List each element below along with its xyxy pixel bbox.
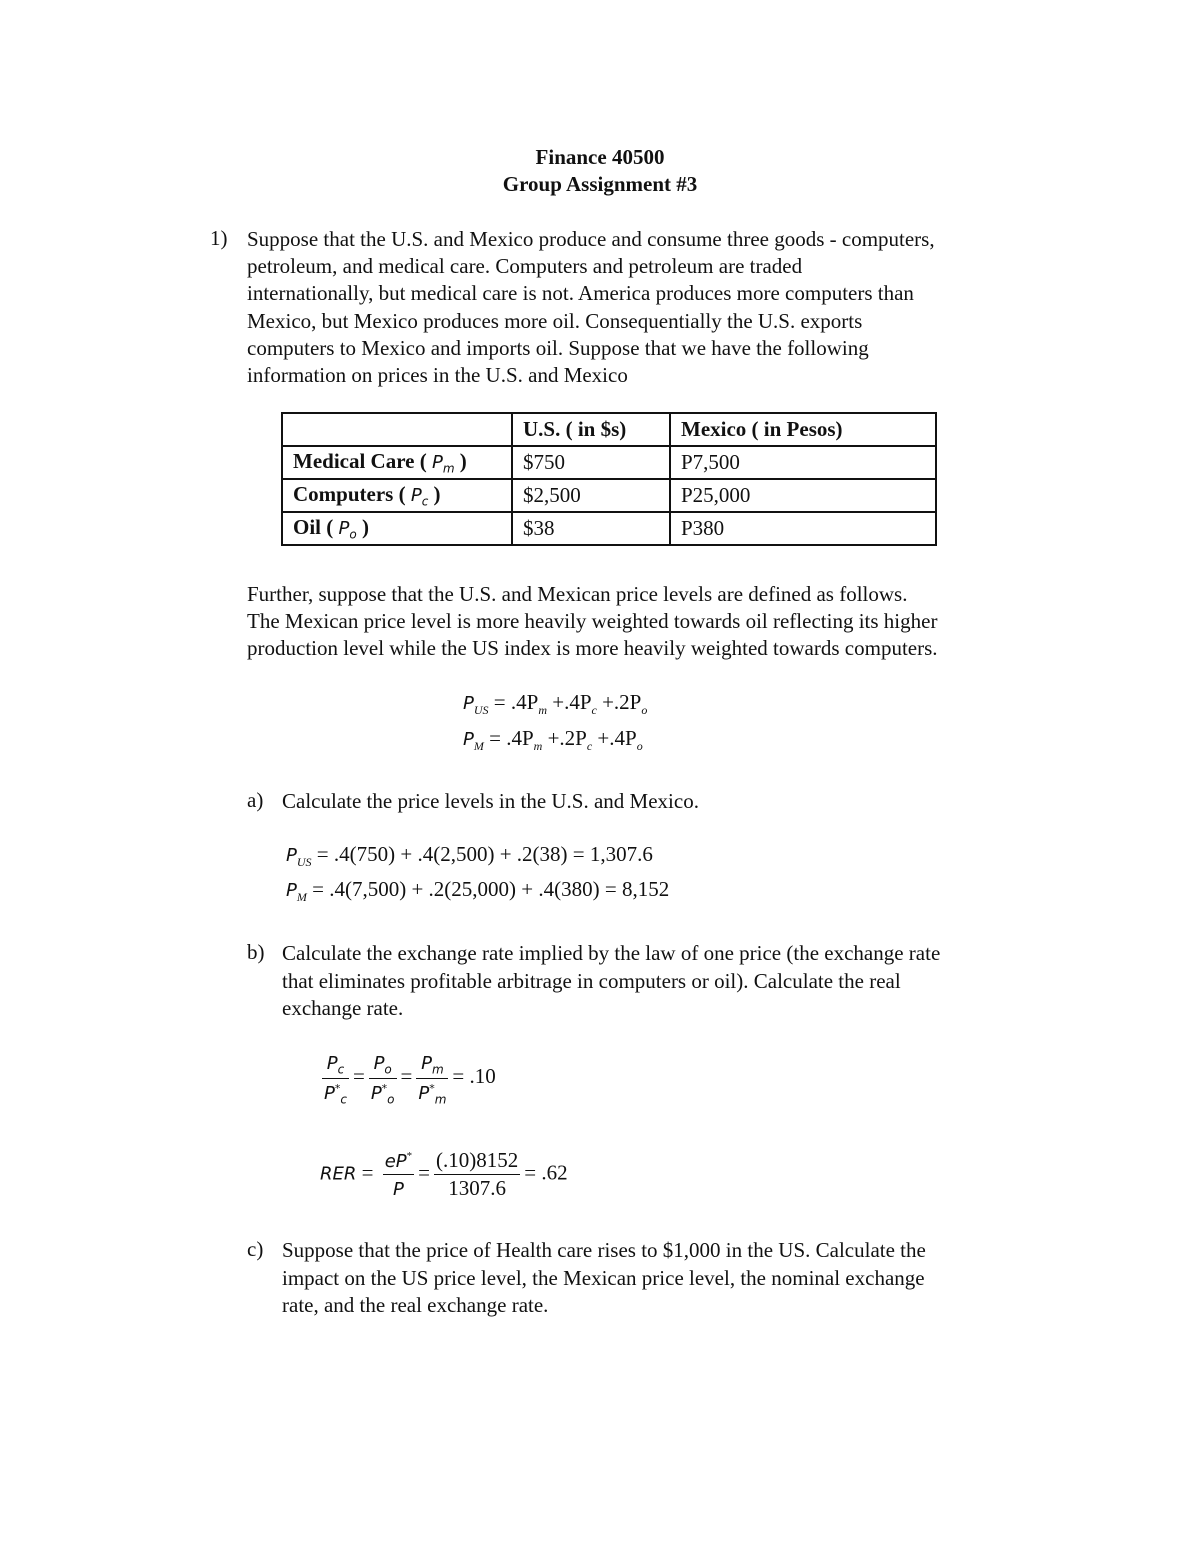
row-label: Medical Care ( $P_m$ ) [282, 446, 512, 479]
further-line: production level while the US index is more heavily weighted towards computers. [247, 636, 938, 661]
real-exchange-rate-equation: RER = $\frac{eP^*}{P}$ = $\frac{(.10)8152}{1307.6}$ = .62 [320, 1148, 568, 1200]
table-header-cell: U.S. ( in $s) [512, 413, 670, 446]
question-intro [247, 226, 1047, 389]
part-c-label: c) [247, 1237, 264, 1261]
mexico-price-level-answer: $P_M = .4(7,500) + .2(25,000) + .4(380) = 8,152$ [286, 877, 670, 905]
row-label: Oil ( $P_o$ ) [282, 512, 512, 545]
us-price-cell: $2,500 [512, 479, 670, 512]
part-a-question: Calculate the price levels in the U.S. and Mexico. [282, 789, 699, 813]
table-header-cell [282, 413, 512, 446]
us-price-level-answer: $P_{US} = .4(750) + .4(2,500) + .2(38) = 1,307.6$ [286, 842, 653, 870]
price-table [281, 412, 937, 546]
question-number: 1) [210, 226, 228, 250]
law-of-one-price-equation: $\frac{P_c}{P^*_c}$ = $\frac{P_o}{P^*_o}$ = $\frac{P_m}{P^*_m}$ = .10 [318, 1050, 496, 1106]
mexico-price-level-equation: $P_M = .4P_m +.2P_c +.4P_o$ [463, 726, 643, 754]
table-header-cell: Mexico ( in Pesos) [670, 413, 936, 446]
course-title: Finance 40500 [535, 145, 665, 169]
intro-line: Suppose that the U.S. and Mexico produce and consume three goods - computers, [247, 227, 935, 251]
table-header-row [282, 413, 936, 446]
part-b-line: exchange rate. [282, 996, 404, 1020]
table-row [282, 479, 936, 512]
part-b-question [282, 940, 940, 1023]
us-price-level-equation: $P_{US} = .4P_m +.4P_c +.2P_o$ [463, 690, 648, 718]
intro-line: petroleum, and medical care. Computers and petroleum are traded [247, 254, 803, 279]
row-label: Computers ( $P_c$ ) [282, 479, 512, 512]
us-price-cell: $750 [512, 446, 670, 479]
assignment-title: Group Assignment #3 [502, 172, 698, 196]
part-b-label: b) [247, 940, 265, 964]
intro-line: Mexico, but Mexico produces more oil. Consequentially the U.S. exports [247, 308, 863, 333]
part-c-line: impact on the US price level, the Mexican price level, the nominal exchange [282, 1265, 925, 1290]
part-b-line: that eliminates profitable arbitrage in computers or oil). Calculate the real [282, 968, 901, 993]
table-row [282, 512, 936, 545]
intro-line: computers to Mexico and imports oil. Suppose that we have the following [247, 335, 869, 360]
mexico-price-cell: P380 [670, 512, 936, 545]
part-c-line: rate, and the real exchange rate. [282, 1293, 549, 1317]
further-paragraph [247, 581, 1047, 663]
part-c-line: Suppose that the price of Health care rises to $1,000 in the US. Calculate the [282, 1238, 926, 1262]
mexico-price-cell: P7,500 [670, 446, 936, 479]
intro-line: information on prices in the U.S. and Mexico [247, 363, 628, 388]
us-price-cell: $38 [512, 512, 670, 545]
table-row [282, 446, 936, 479]
part-c-question [282, 1237, 926, 1320]
part-a-label: a) [247, 788, 264, 812]
further-line: Further, suppose that the U.S. and Mexican price levels are defined as follows. [247, 582, 908, 606]
part-b-line: Calculate the exchange rate implied by the law of one price (the exchange rate [282, 941, 941, 965]
mexico-price-cell: P25,000 [670, 479, 936, 512]
intro-line: internationally, but medical care is not. America produces more computers than [247, 281, 914, 306]
further-line: The Mexican price level is more heavily weighted towards oil reflecting its higher [247, 609, 938, 634]
